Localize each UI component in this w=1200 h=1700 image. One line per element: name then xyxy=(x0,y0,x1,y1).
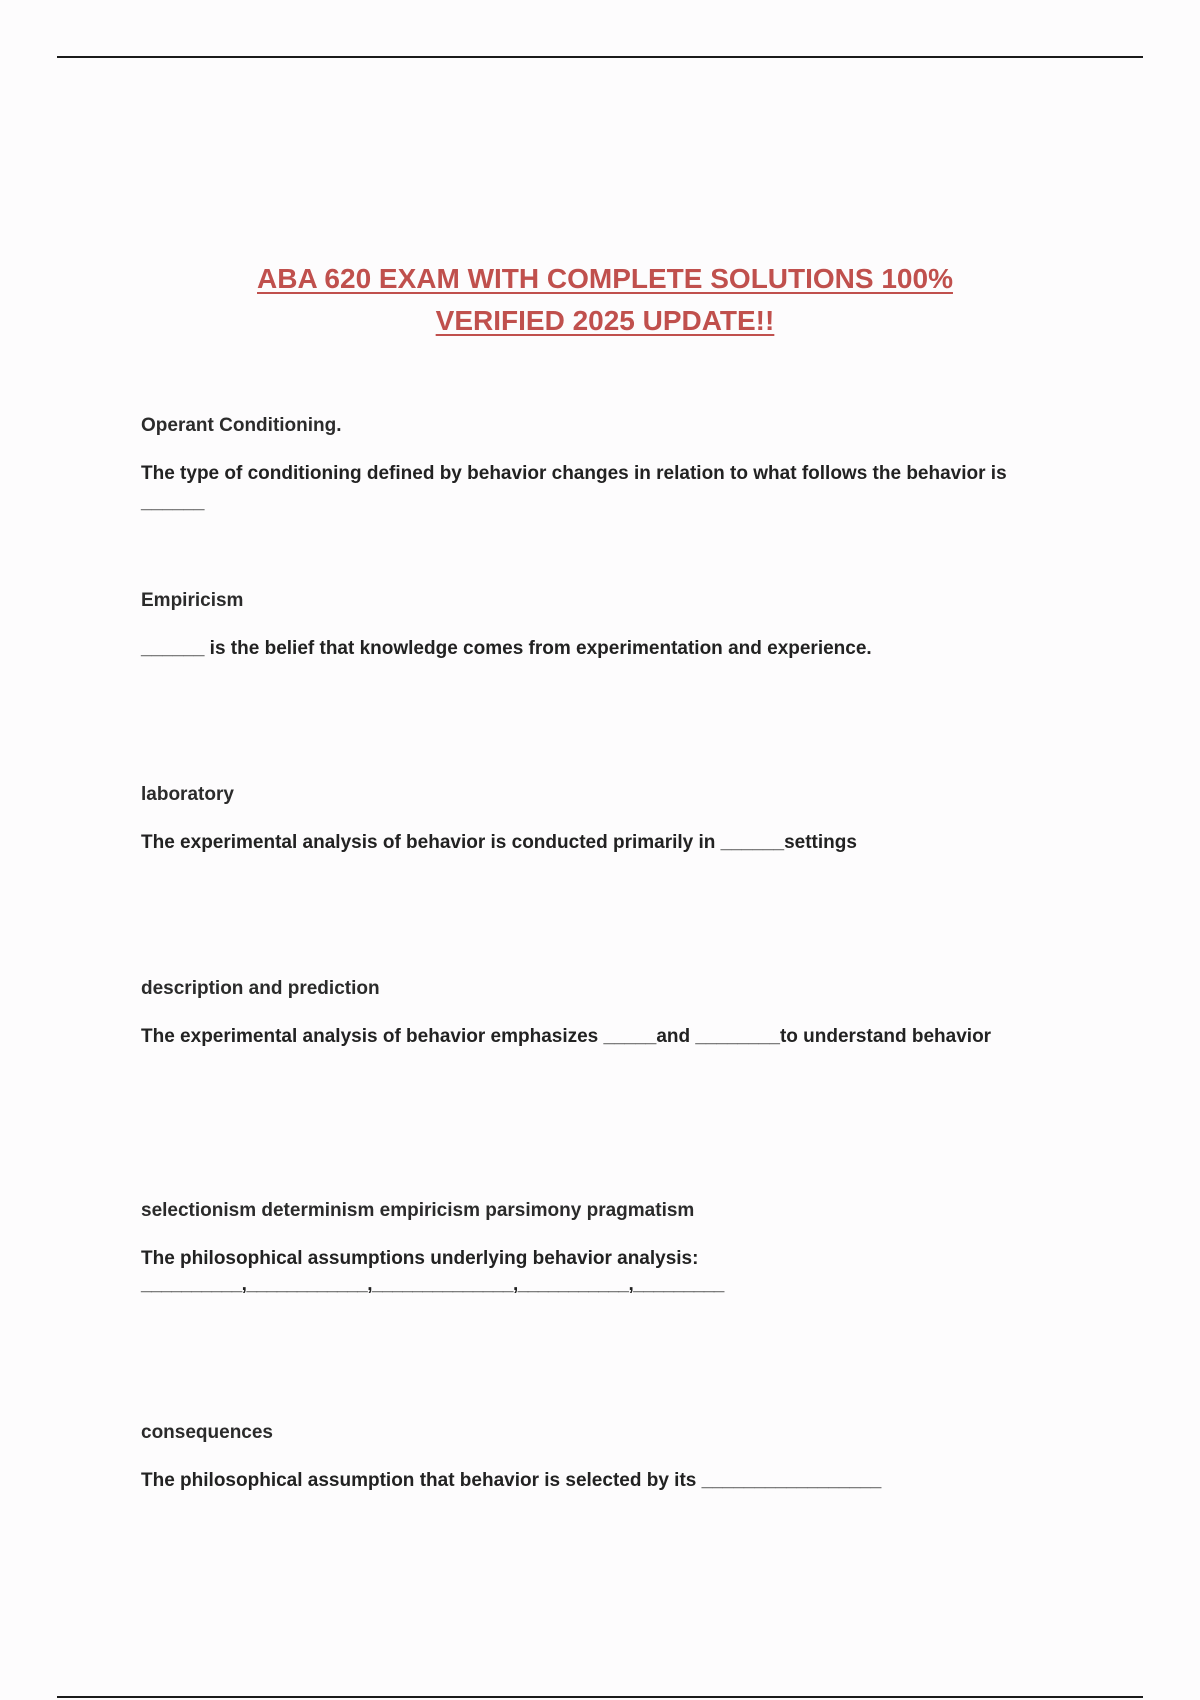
card-term: selectionism determinism empiricism parsimony pragmatism xyxy=(141,1200,695,1221)
flashcard xyxy=(141,589,1041,663)
card-definition: The philosophical assumptions underlying behavior analysis: xyxy=(141,1248,699,1269)
flashcard xyxy=(141,1199,1041,1297)
title-line-2: VERIFIED 2025 UPDATE!! xyxy=(435,305,775,336)
card-term: Empiricism xyxy=(141,590,244,611)
card-definition: ______ is the belief that knowledge comes from experimentation and experience. xyxy=(141,638,872,659)
card-definition: The experimental analysis of behavior emphasizes _____and ________to understand behavior xyxy=(141,1026,992,1047)
card-answer-blanks: __________,____________,______________,___________,_________ xyxy=(141,1274,724,1295)
card-definition: The philosophical assumption that behavior is selected by its _________________ xyxy=(141,1470,882,1491)
document-title xyxy=(140,258,1070,342)
header-rule xyxy=(57,56,1143,58)
card-term: Operant Conditioning. xyxy=(141,415,342,436)
footer-rule xyxy=(57,1696,1143,1698)
flashcard xyxy=(141,977,1041,1051)
flashcard xyxy=(141,783,1041,857)
flashcard xyxy=(141,1421,1041,1495)
card-term: description and prediction xyxy=(141,978,380,999)
title-line-1: ABA 620 EXAM WITH COMPLETE SOLUTIONS 100% xyxy=(257,263,953,294)
card-definition: The experimental analysis of behavior is conducted primarily in ______settings xyxy=(141,832,857,853)
flashcard xyxy=(141,414,1041,517)
card-definition: The type of conditioning defined by behavior changes in relation to what follows the behavior is ______ xyxy=(141,463,1007,513)
card-term: consequences xyxy=(141,1422,273,1443)
card-term: laboratory xyxy=(141,784,234,805)
